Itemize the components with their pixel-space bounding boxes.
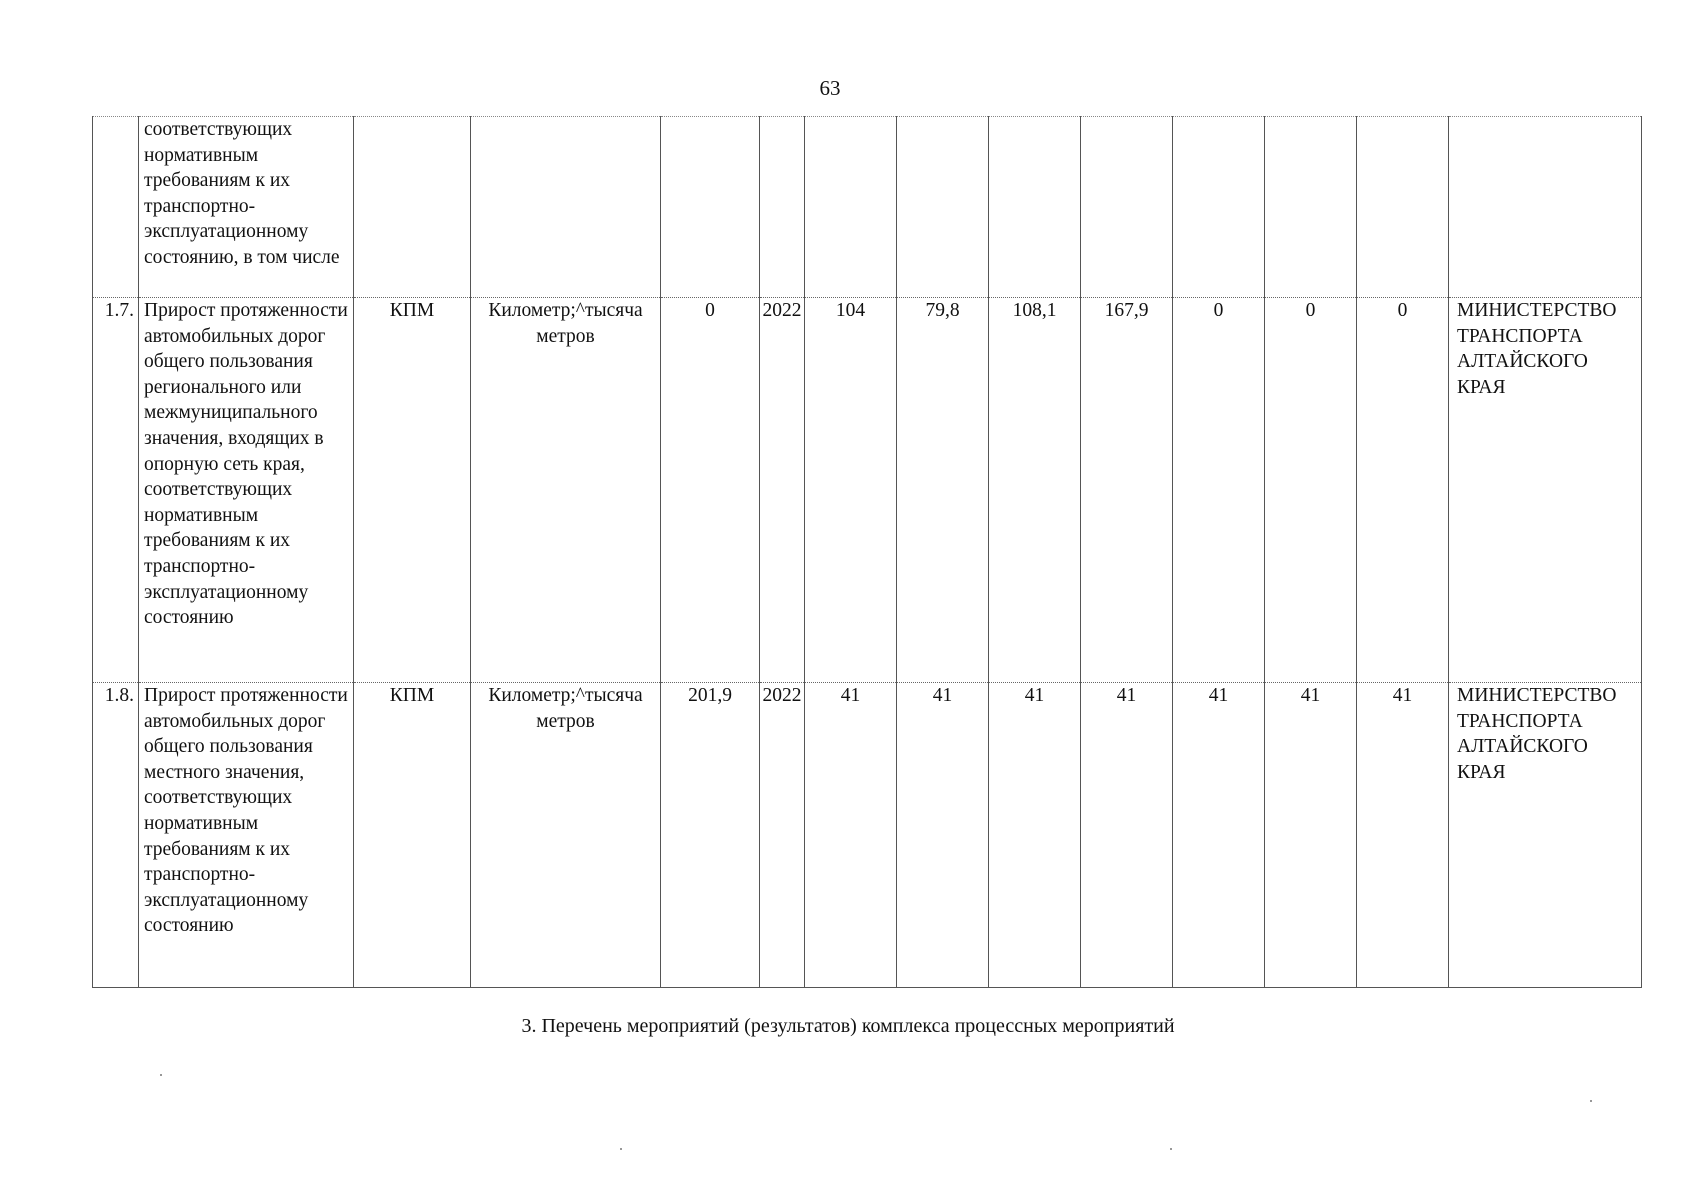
- indicators-table: [92, 116, 1642, 988]
- cell-base-value: 0: [661, 298, 760, 683]
- scan-speck: [1590, 1100, 1592, 1102]
- cell-value: 41: [989, 683, 1081, 988]
- cell-value: 41: [1357, 683, 1449, 988]
- section-caption: 3. Перечень мероприятий (результатов) комплекса процессных мероприятий: [521, 1015, 1175, 1037]
- cell-num: 1.7.: [93, 298, 139, 683]
- cell-responsible: МИНИСТЕРСТВО ТРАНСПОРТА АЛТАЙСКОГО КРАЯ: [1449, 683, 1642, 988]
- cell-value: 41: [1081, 683, 1173, 988]
- scan-speck: [620, 1148, 622, 1150]
- cell-value: 41: [897, 683, 989, 988]
- cell-base-year: 2022: [760, 683, 805, 988]
- cell-responsible: МИНИСТЕРСТВО ТРАНСПОРТА АЛТАЙСКОГО КРАЯ: [1449, 298, 1642, 683]
- cell-unit: Километр;^тысяча метров: [471, 683, 661, 988]
- cell-base-value: 201,9: [661, 683, 760, 988]
- cell-indicator-name: соответствующих нормативным требованиям к их транспортно-эксплуатационному состоянию, в том числе: [139, 117, 354, 298]
- table-row-continuation: [93, 117, 1642, 298]
- scan-speck: [1170, 1148, 1172, 1150]
- table-row: [93, 298, 1642, 683]
- cell-base-year: 2022: [760, 298, 805, 683]
- cell-value: 79,8: [897, 298, 989, 683]
- cell-value: 41: [1265, 683, 1357, 988]
- cell-value: 41: [1173, 683, 1265, 988]
- cell-value: 0: [1357, 298, 1449, 683]
- cell-type: КПМ: [354, 298, 471, 683]
- cell-indicator-name: Прирост протяженности автомобильных дорог общего пользования местного значения, соответствующих нормативным требованиям к их транспортно-эксплуатационному состоянию: [139, 683, 354, 988]
- cell-indicator-name: Прирост протяженности автомобильных дорог общего пользования регионального или межмуниципального значения, входящих в опорную сеть края, соответствующих нормативным требованиям к их транспортно-эксплуатационному состоянию: [139, 298, 354, 683]
- cell-value: 0: [1265, 298, 1357, 683]
- cell-type: КПМ: [354, 683, 471, 988]
- scan-speck: [160, 1074, 162, 1076]
- cell-value: 104: [805, 298, 897, 683]
- cell-value: 167,9: [1081, 298, 1173, 683]
- table-row: [93, 683, 1642, 988]
- cell-value: 0: [1173, 298, 1265, 683]
- cell-value: 41: [805, 683, 897, 988]
- cell-num: [93, 117, 139, 298]
- cell-num: 1.8.: [93, 683, 139, 988]
- cell-value: 108,1: [989, 298, 1081, 683]
- cell-unit: Километр;^тысяча метров: [471, 298, 661, 683]
- page-number: 63: [819, 76, 841, 100]
